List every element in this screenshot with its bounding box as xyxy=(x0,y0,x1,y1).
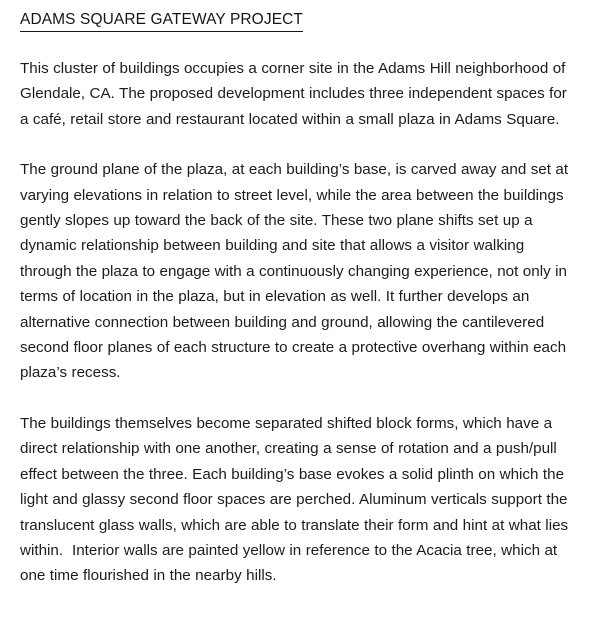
page-title: ADAMS SQUARE GATEWAY PROJECT xyxy=(20,9,303,32)
paragraph-buildings: The buildings themselves become separated shifted block forms, which have a direct relationship with one another, creating a sense of rotation and a push/pull effect between the three. Each building’s base evokes a solid plinth on which the light and glassy second floor spaces are perched. Aluminum verticals support the translucent glass walls, which are able to translate their form and hint at what lies within. Interior walls are painted yellow in reference to the Acacia tree, which at one time flourished in the nearby hills. xyxy=(20,414,573,585)
paragraph-overview: This cluster of buildings occupies a corner site in the Adams Hill neighborhood of Glendale, CA. The proposed development includes three independent spaces for a café, retail store and restaurant located within a small plaza in Adams Square. xyxy=(20,60,572,128)
document-title-row xyxy=(20,9,572,32)
paragraph-ground-plane: The ground plane of the plaza, at each building’s base, is carved away and set at varying elevations in relation to street level, while the area between the buildings gently slopes up toward the back of the site. These two plane shifts set up a dynamic relationship between building and site that allows a visitor walking through the plaza to engage with a continuously changing experience, not only in terms of location in the plaza, but in elevation as well. It further develops an alternative connection between building and ground, allowing the cantilevered second floor planes of each structure to create a protective overhang within each plaza’s recess. xyxy=(20,161,573,382)
